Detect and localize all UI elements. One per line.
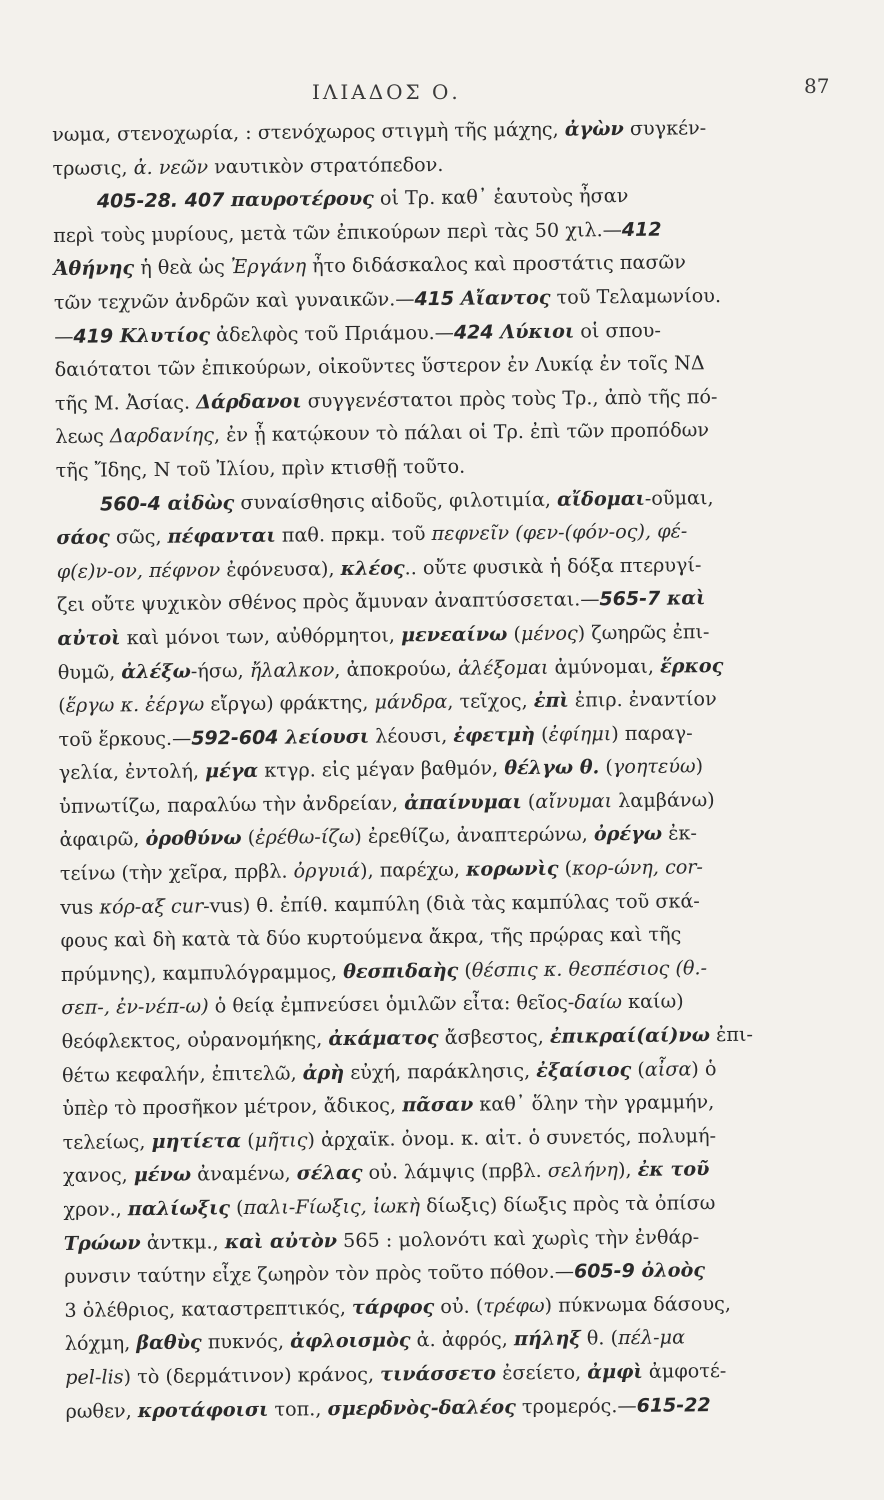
lemma: Αἴαντος: [454, 285, 551, 310]
gloss-text: τελείως,: [62, 1129, 152, 1154]
gloss-text: συναίσθησις αἰδοῦς, φιλοτιμία,: [234, 487, 558, 514]
gloss-text: ἄσβεστος,: [438, 1024, 551, 1050]
italic-gloss: θέσπις κ. θεσπέσιος (θ.-: [471, 956, 708, 982]
italic-gloss: τρέφω: [483, 1293, 545, 1318]
gloss-text: τοῦ ἕρκους.—: [58, 726, 192, 751]
gloss-text: τοῦ Τελαμωνίου.: [550, 283, 722, 309]
italic-gloss: πεφνεῖν (φεν-(φόν-ος), φέ-: [431, 519, 688, 546]
gloss-text: καθ᾽ ὅλην τὴν γραμμήν,: [473, 1090, 715, 1116]
gloss-text: (: [534, 722, 549, 746]
gloss-text: λόχμη,: [64, 1331, 137, 1356]
lemma: ἀκάματος: [328, 1026, 439, 1051]
gloss-text: ναυτικὸν στρατόπεδον.: [207, 152, 444, 178]
gloss-text: σῶς,: [109, 524, 168, 549]
gloss-text: ): [695, 754, 704, 778]
gloss-text: οὐ. (: [434, 1294, 484, 1318]
gloss-text: (: [558, 856, 573, 880]
italic-gloss: αἴνυμαι: [535, 789, 613, 813]
gloss-text: -οῦμαι,: [644, 485, 714, 510]
gloss-text: τῶν τεχνῶν ἀνδρῶν καὶ γυναικῶν.—: [53, 287, 415, 314]
gloss-text: τρομερός.—: [515, 1393, 637, 1418]
gloss-text: ),: [617, 1158, 638, 1182]
gloss-text: ἐπιρ. ἐναντίον: [568, 687, 717, 712]
gloss-text: λεως: [55, 424, 111, 449]
lemma: ἀλέξω: [121, 659, 191, 683]
italic-gloss: παλι-Fίωξις, ἰωκὴ: [243, 1194, 421, 1220]
gloss-text: ἐκ-: [661, 821, 698, 846]
lemma: μενεαίνω: [400, 622, 508, 647]
italic-gloss: φ(ε)ν-ον, πέφνον: [56, 557, 221, 583]
lemma: σμερδνὸς-δαλέος: [327, 1394, 516, 1420]
gloss-text: (: [58, 693, 66, 718]
gloss-text: (: [507, 622, 522, 646]
lemma: ἀρὴ: [302, 1060, 345, 1085]
lemma: ἕρκος: [659, 653, 724, 678]
gloss-text: οὐ. λάμψις (πρβλ.: [362, 1159, 548, 1185]
gloss-text: ἀμύνομαι,: [548, 654, 661, 679]
gloss-text: ἐπι-: [709, 1022, 754, 1047]
gloss-text: πρύμνης), καμπυλόγραμμος,: [60, 959, 344, 986]
italic-gloss: Δαρδανίης: [109, 423, 215, 448]
italic-gloss: μῆτις: [254, 1128, 308, 1152]
lemma: μέγα: [204, 759, 259, 783]
running-header: [0, 66, 884, 106]
lemma: θέλγω θ.: [504, 755, 600, 780]
gloss-text: ἦτο διδάσκαλος καὶ προστάτις πασῶν: [306, 250, 686, 278]
lemma: Τρώων: [63, 1230, 141, 1255]
gloss-text: ρυνσιν ταύτην εἶχε ζωηρὸν τὸν πρὸς τοῦτο πόθον.—: [64, 1259, 575, 1289]
page-number: 87: [804, 74, 830, 98]
lemma: ἀγὼν: [564, 117, 624, 141]
lemma: κροτάφοισι: [137, 1397, 269, 1422]
verse-reference: 405-28.: [96, 189, 179, 213]
verse-reference: 565-7: [599, 587, 661, 611]
gloss-text: ἐσείετο,: [495, 1360, 588, 1385]
gloss-text: εἴργω) φράκτης,: [204, 690, 375, 716]
italic-gloss: ἕργω κ. ἐέργω: [65, 692, 205, 717]
lemma: μητίετα: [151, 1128, 242, 1153]
verse-reference: 424: [453, 320, 494, 344]
gloss-text: δίωξις) δίωξις πρὸς τὰ ὀπίσω: [419, 1191, 716, 1218]
lemma: παυροτέρους: [230, 186, 374, 212]
lemma: ὀρέγω: [593, 822, 663, 846]
lemma: ἀμφὶ: [587, 1359, 643, 1384]
lemma: κορωνὶς: [465, 856, 559, 881]
gloss-text: τῆς Μ. Ἀσίας.: [54, 390, 197, 415]
gloss-text: τοπ.,: [268, 1396, 328, 1421]
verse-reference: 592-604: [191, 726, 279, 750]
gloss-text: -vus) θ. ἐπίθ. καμπύλη (διὰ τὰς καμπύλας τοῦ σκά-: [203, 888, 700, 918]
gloss-text: ὁ θείᾳ ἐμπνεύσει ὁμιλῶν εἶτα: θεῖος-: [208, 991, 575, 1018]
lemma: σάος: [56, 525, 110, 550]
gloss-text: 3 ὀλέθριος, καταστρεπτικός,: [64, 1295, 353, 1322]
commentary-text: [52, 111, 760, 1428]
italic-gloss: σελήνη: [547, 1158, 619, 1183]
italic-gloss: pel-lis: [65, 1365, 124, 1389]
gloss-text: , ἀποκρούω,: [334, 656, 459, 681]
italic-gloss: γοητεύω: [612, 754, 696, 779]
lemma: ἐπικραί(αί)νω: [549, 1023, 711, 1048]
italic-gloss: ἐρέθω-ίζω: [255, 825, 355, 850]
lemma: πέφανται: [167, 523, 276, 548]
gloss-text: (: [229, 1196, 244, 1220]
gloss-text: καίω): [621, 989, 684, 1014]
verse-reference: 412: [621, 218, 662, 241]
gloss-text: λαμβάνω): [611, 787, 715, 813]
italic-gloss: κορ-ώνη, cor-: [571, 855, 704, 880]
gloss-text: —: [54, 324, 74, 348]
gloss-text: εὐχή, παράκλησις,: [344, 1058, 537, 1084]
gloss-text: .. οὔτε φυσικὰ ἡ δόξα πτερυγί-: [404, 552, 702, 580]
gloss-text: ) πύκνωμα δάσους,: [544, 1291, 732, 1317]
italic-gloss: πέλ-μα: [617, 1325, 686, 1350]
lemma: τινάσσετο: [379, 1361, 497, 1386]
gloss-text: ζει οὔτε ψυχικὸν σθένος πρὸς ἄμυναν ἀναπτύσσεται.—: [56, 587, 600, 617]
running-title: ΙΛΙΑΔΟΣ Ο.: [312, 80, 461, 104]
lemma: θεσπιδαὴς: [343, 958, 459, 983]
gloss-text: , ἐν ᾗ κατῴκουν τὸ πάλαι οἱ Τρ. ἐπὶ τῶν προπόδων: [213, 418, 710, 447]
text-line: [65, 1387, 759, 1428]
gloss-text: χρον.,: [63, 1197, 128, 1221]
lemma: Λύκιοι: [493, 319, 575, 343]
lemma: ὀροθύνω: [145, 826, 242, 851]
gloss-text: ) παραγ-: [611, 721, 693, 745]
gloss-text: , τεῖχος,: [447, 689, 534, 713]
gloss-text: τῆς Ἴδης, Ν τοῦ Ἰλίου, πρὶν κτισθῇ τοῦτο.: [55, 454, 466, 482]
italic-gloss: ἀ. νεῶν: [133, 154, 209, 179]
gloss-text: παθ. πρκμ. τοῦ: [275, 522, 432, 547]
gloss-text: ἀ. ἀφρός,: [410, 1327, 515, 1352]
gloss-text: ὑπνωτίζω, παραλύω τὴν ἀνδρείαν,: [59, 791, 405, 818]
lemma: πᾶσαν: [402, 1092, 474, 1117]
gloss-text: τείνω (τὴν χεῖρα, πρβλ.: [59, 859, 294, 886]
lemma: αἰδὼς: [160, 490, 235, 515]
lemma: αὐτοὶ: [57, 626, 121, 650]
lemma: αἴδομαι: [556, 486, 645, 511]
italic-gloss: ἐφίημι: [548, 721, 612, 746]
verse-reference: 560-4: [99, 492, 161, 516]
gloss-text: ἐφόνευσα),: [220, 556, 341, 581]
gloss-text: -ήσω,: [190, 658, 250, 683]
gloss-text: νωμα, στενοχωρία, : στενόχωρος στιγμὴ τῆς μάχης,: [52, 117, 565, 146]
gloss-text: (: [599, 755, 613, 779]
gloss-text: (: [241, 826, 256, 850]
gloss-text: τρωσις,: [52, 155, 134, 180]
lemma: ὀλοὸς: [634, 1258, 706, 1283]
gloss-text: συγκέν-: [623, 116, 707, 141]
gloss-text: θέτω κεφαλήν, ἐπιτελῶ,: [61, 1061, 303, 1087]
gloss-text: ) ζωηρῶς ἐπι-: [577, 620, 710, 645]
gloss-text: θεόφλεκτος, οὐρανομήκης,: [61, 1027, 329, 1053]
lemma: ἐπὶ: [533, 688, 569, 713]
gloss-text: φους καὶ δὴ κατὰ τὰ δύο κυρτούμενα ἄκρα, τῆς πρῴρας καὶ τῆς: [60, 922, 682, 953]
lemma: ἀφλοισμὸς: [290, 1328, 411, 1353]
gloss-text: ἡ θεὰ ὡς: [134, 255, 232, 280]
lemma: τάρφος: [351, 1294, 435, 1319]
lemma: Κλυτίος: [113, 322, 211, 347]
lemma: πήληξ: [513, 1326, 581, 1351]
verse-reference: 407: [177, 189, 232, 212]
italic-gloss: μένος: [520, 621, 578, 646]
gloss-text: θυμῶ,: [57, 659, 122, 684]
gloss-text: ἀμφοτέ-: [642, 1358, 727, 1383]
italic-gloss: σεπ-, ἐν-νέπ-ω): [61, 994, 209, 1020]
gloss-text: χανος,: [62, 1163, 134, 1188]
gloss-text: vus: [60, 895, 100, 919]
lemma: σέλας: [296, 1161, 363, 1185]
gloss-text: οἱ Τρ. καθ᾽ ἑαυτοὺς ἦσαν: [373, 184, 629, 210]
lemma: Ἀθήνης: [53, 256, 135, 281]
gloss-text: ἀντκμ.,: [140, 1229, 225, 1254]
gloss-text: (: [240, 1128, 255, 1152]
gloss-text: ἀφαιρῶ,: [59, 827, 146, 852]
gloss-text: λέουσι,: [368, 723, 454, 748]
italic-gloss: αἶσα: [644, 1056, 692, 1081]
gloss-text: κτγρ. εἰς μέγαν βαθμόν,: [258, 756, 505, 783]
lemma: κλέος: [340, 556, 405, 580]
gloss-text: ἀναμένω,: [190, 1161, 297, 1187]
gloss-text: πυκνός,: [201, 1329, 291, 1354]
gloss-text: ρωθεν,: [65, 1398, 138, 1423]
gloss-text: ) τὸ (δερμάτινον) κράνος,: [123, 1362, 381, 1389]
gloss-text: ἀδελφὸς τοῦ Πριάμου.—: [209, 320, 455, 346]
italic-gloss: Ἐργάνη: [230, 254, 307, 279]
gloss-text: συγγενέστατοι πρὸς τοὺς Τρ., ἀπὸ τῆς πό-: [301, 384, 718, 413]
gloss-text: ) ἀρχαϊκ. ὀνομ. κ. αἰτ. ὁ συνετός, πολυμή-: [307, 1123, 717, 1152]
lemma: παλίωξις: [127, 1196, 231, 1221]
lemma: λείουσι: [278, 724, 370, 749]
gloss-text: ὑπὲρ τὸ προσῆκον μέτρον, ἄδικος,: [62, 1093, 403, 1121]
italic-gloss: ἀλέξομαι: [457, 655, 549, 680]
lemma: Δάρδανοι: [196, 389, 302, 414]
gloss-text: (: [458, 958, 472, 982]
verse-reference: 415: [414, 287, 455, 311]
gloss-text: γελία, ἐντολή,: [58, 759, 206, 785]
gloss-text: (: [631, 1057, 645, 1081]
gloss-text: δαιότατοι τῶν ἐπικούρων, οἰκοῦντες ὕστερον ἐν Λυκίᾳ ἐν τοῖς ΝΔ: [54, 351, 705, 382]
gloss-text: 565 : μολονότι καὶ χωρὶς τὴν ἐνθάρ-: [336, 1224, 700, 1252]
gloss-text: ) ἐρεθίζω, ἀναπτερώνω,: [354, 822, 595, 849]
lemma: ἐξαίσιος: [536, 1057, 632, 1082]
gloss-text: περὶ τοὺς μυρίους, μετὰ τῶν ἐπικούρων περὶ τὰς 50 χιλ.—: [53, 217, 622, 247]
gloss-text: θ. (: [580, 1326, 619, 1350]
lemma: ἐφετμὴ: [453, 722, 536, 747]
lemma: βαθὺς: [136, 1330, 202, 1355]
lemma: ἀπαίνυμαι: [404, 789, 522, 815]
italic-gloss: ὀργυιά: [293, 858, 361, 883]
lemma: καὶ αὐτὸν: [224, 1228, 338, 1253]
gloss-text: ) ὁ: [691, 1056, 717, 1080]
gloss-text: οἱ σπου-: [574, 318, 661, 343]
italic-gloss: κόρ-αξ cur: [99, 894, 204, 919]
gloss-text: καὶ μόνοι των, αὐθόρμητοι,: [120, 623, 402, 650]
verse-reference: 605-9: [573, 1260, 635, 1283]
lemma: μένω: [133, 1163, 192, 1187]
verse-reference: 419: [73, 324, 114, 348]
lemma: ἐκ τοῦ: [637, 1157, 710, 1182]
verse-reference: 615-22: [636, 1393, 711, 1417]
italic-gloss: δαίω: [574, 990, 623, 1015]
italic-gloss: μάνδρα: [374, 689, 448, 714]
gloss-text: (: [521, 789, 536, 813]
lemma: καὶ: [660, 586, 706, 610]
italic-gloss: ἤλαλκον: [249, 657, 335, 682]
gloss-text: ), παρέχω,: [359, 857, 467, 882]
